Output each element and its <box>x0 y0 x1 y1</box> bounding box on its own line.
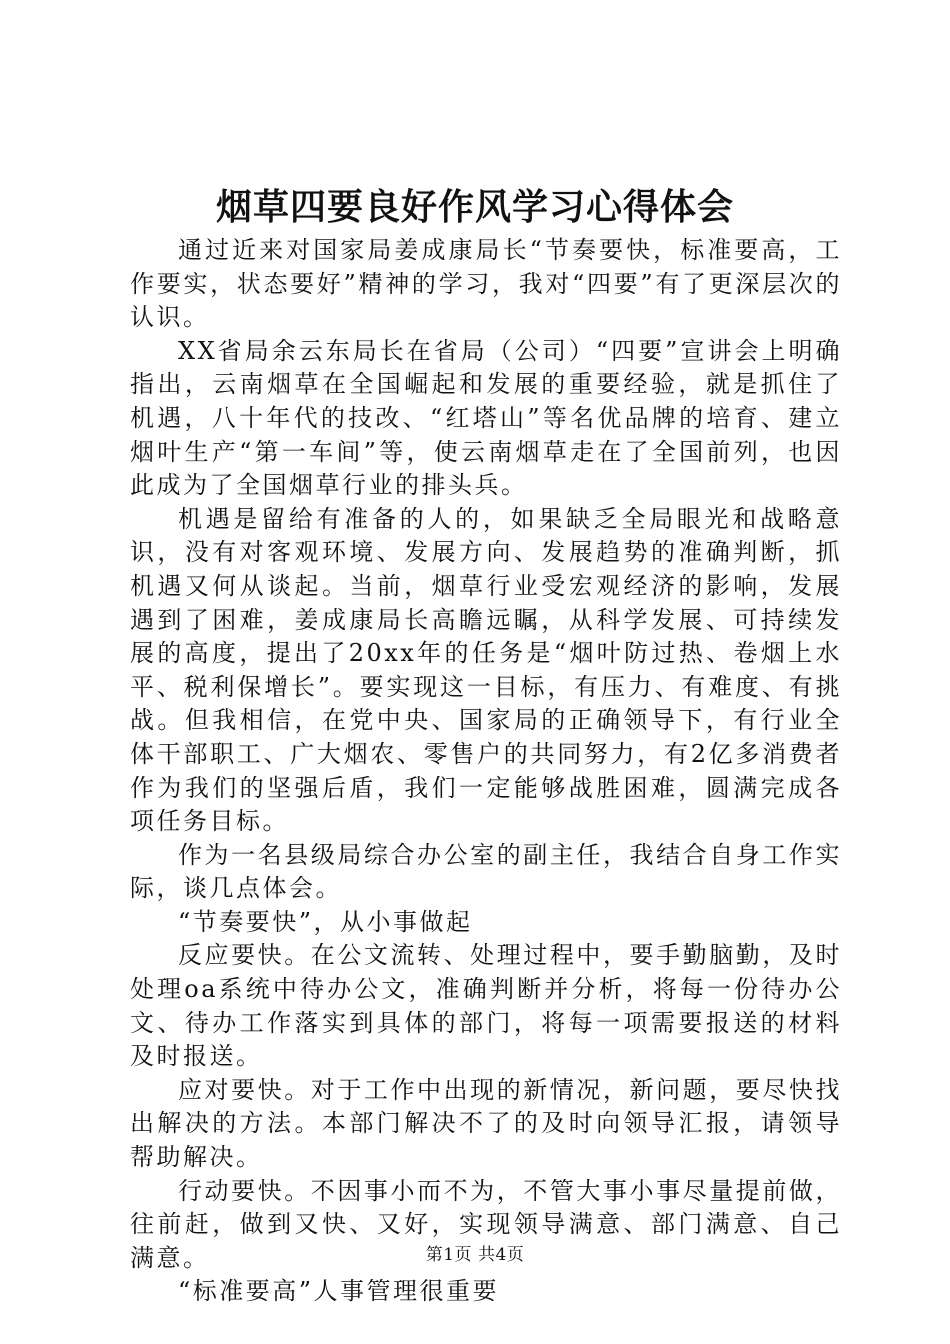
paragraph-opportunity: 机遇是留给有准备的人的，如果缺乏全局眼光和战略意识，没有对客观环境、发展方向、发展趋势的准确判断，抓机遇又何从谈起。当前，烟草行业受宏观经济的影响，发展遇到了困难，姜成康局长高瞻远瞩，从科学发展、可持续发展的高度，提出了20xx年的任务是“烟叶防过热、卷烟上水平、税利保增长”。要实现这一目标，有压力、有难度、有挑战。但我相信，在党中央、国家局的正确领导下，有行业全体干部职工、广大烟农、零售户的共同努力，有2亿多消费者作为我们的坚强后盾，我们一定能够战胜困难，圆满完成各项任务目标。 <box>130 504 842 836</box>
section-heading-standards: “标准要高”人事管理很重要 <box>178 1277 500 1306</box>
paragraph-respond-fast: 应对要快。对于工作中出现的新情况，新问题，要尽快找出解决的方法。本部门解决不了的及时向领导汇报，请领导帮助解决。 <box>130 1075 842 1172</box>
paragraph-personal-role: 作为一名县级局综合办公室的副主任，我结合自身工作实际，谈几点体会。 <box>130 840 842 903</box>
document-title: 烟草四要良好作风学习心得体会 <box>215 186 734 228</box>
section-heading-pace: “节奏要快”，从小事做起 <box>178 907 473 936</box>
paragraph-provincial-speech: XX省局余云东局长在省局（公司）“四要”宣讲会上明确指出，云南烟草在全国崛起和发展的重要经验，就是抓住了机遇，八十年代的技改、“红塔山”等名优品牌的培育、建立烟叶生产“第一车间”等，使云南烟草走在了全国前列，也因此成为了全国烟草行业的排头兵。 <box>130 336 842 500</box>
document-body <box>130 234 842 1309</box>
paragraph-intro: 通过近来对国家局姜成康局长“节奏要快，标准要高，工作要实，状态要好”精神的学习，我对“四要”有了更深层次的认识。 <box>130 236 842 332</box>
paragraph-react-fast: 反应要快。在公文流转、处理过程中，要手勤脑勤，及时处理oa系统中待办公文，准确判断并分析，将每一份待办公文、待办工作落实到具体的部门，将每一项需要报送的材料及时报送。 <box>130 941 842 1071</box>
page-number-footer: 第1页 共4页 <box>425 1245 525 1265</box>
paragraph-act-fast: 行动要快。不因事小而不为，不管大事小事尽量提前做，往前赶，做到又快、又好，实现领导满意、部门满意、自己满意。 <box>130 1176 842 1272</box>
